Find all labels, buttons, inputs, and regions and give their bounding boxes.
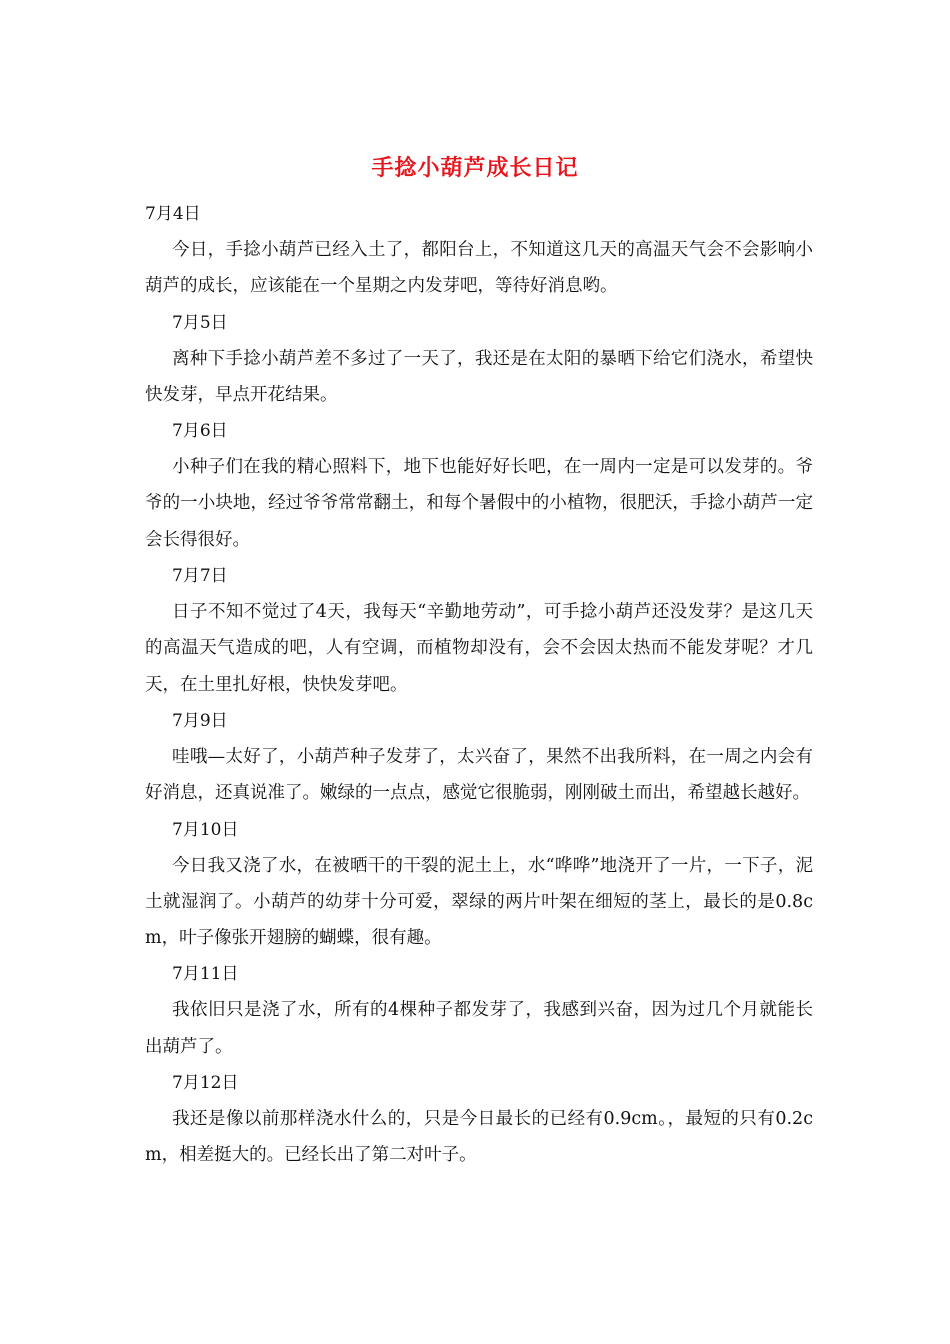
diary-content [145,196,813,1174]
entry-date: 7月9日 [172,710,228,731]
entry-date: 7月7日 [172,566,228,587]
entry-text: 小种子们在我的精心照料下，地下也能好好长吧，在一周内一定是可以发芽的。爷爷的一小块地，经过爷爷常常翻土，和每个暑假中的小植物，很肥沃，手捻小葫芦一定会长得很好。 [145,457,813,550]
entry-date: 7月12日 [172,1073,239,1094]
entry-text: 今日我又浇了水，在被晒干的干裂的泥土上，水“哗哗”地浇开了一片，一下子，泥土就湿润了。小葫芦的幼芽十分可爱，翠绿的两片叶架在细短的茎上，最长的是0.8cm，叶子像张开翅膀的蝴蝶，很有趣。 [145,855,813,949]
document-title: 手捻小葫芦成长日记 [371,155,579,181]
entry-text: 离种下手捻小葫芦差不多过了一天了，我还是在太阳的暴晒下给它们浇水，希望快快发芽，早点开花结果。 [145,348,813,405]
entry-date: 7月5日 [172,312,228,333]
entry-date: 7月6日 [172,421,228,442]
entry-date: 7月10日 [172,819,239,840]
entry-date: 7月11日 [172,964,239,985]
entry-text: 我依旧只是浇了水，所有的4棵种子都发芽了，我感到兴奋，因为过几个月就能长出葫芦了。 [145,1000,813,1057]
entry-text: 哇哦—太好了，小葫芦种子发芽了，太兴奋了，果然不出我所料，在一周之内会有好消息，还真说准了。嫩绿的一点点，感觉它很脆弱，刚刚破土而出，希望越长越好。 [145,746,813,804]
entry-date: 7月4日 [145,204,201,224]
entry-text: 今日，手捻小葫芦已经入土了，都阳台上，不知道这几天的高温天气会不会影响小葫芦的成长，应该能在一个星期之内发芽吧，等待好消息哟。 [145,240,813,297]
entry-text: 日子不知不觉过了4天，我每天“辛勤地劳动”，可手捻小葫芦还没发芽？是这几天的高温天气造成的吧，人有空调，而植物却没有，会不会因太热而不能发芽呢？才几天，在土里扎好根，快快发芽吧。 [145,602,813,695]
entry-text: 我还是像以前那样浇水什么的，只是今日最长的已经有0.9cm。，最短的只有0.2cm，相差挺大的。已经长出了第二对叶子。 [145,1109,813,1166]
